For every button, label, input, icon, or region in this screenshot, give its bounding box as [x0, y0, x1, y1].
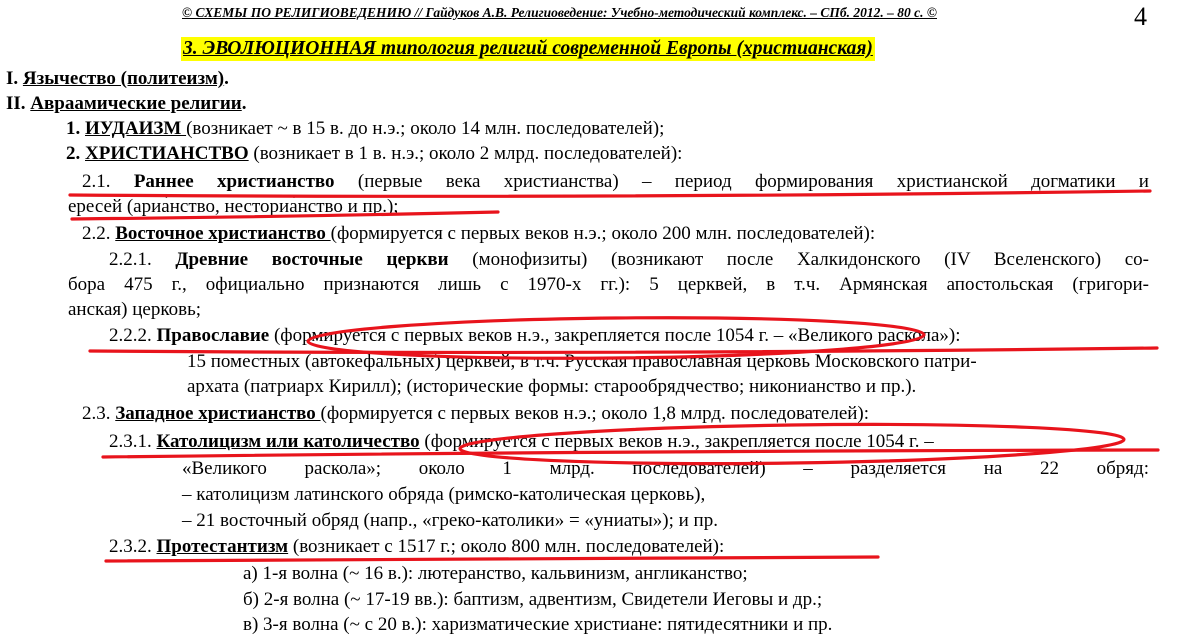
item-protestant-wave-1	[243, 562, 748, 586]
item-christianity	[66, 142, 682, 166]
item-protestant-wave-2	[243, 588, 822, 612]
item-number: 2.2.	[82, 223, 116, 244]
item-text: архата (патриарх Кирилл); (исторические формы: старообрядчество; никонианство и пр.).	[187, 376, 917, 397]
citation-header: © СХЕМЫ ПО РЕЛИГИОВЕДЕНИЮ // Гайдуков А.В. Религиоведение: Учебно-методический комплекс. – СПб. 2012. – 80 с. ©	[182, 5, 937, 20]
item-text: – католицизм латинского обряда (римско-католическая церковь),	[182, 484, 706, 505]
item-oriental-churches-cont2	[68, 298, 201, 322]
item-title: Древние восточные церкви	[175, 249, 449, 270]
item-orthodoxy-cont	[187, 350, 977, 374]
item-catholicism	[109, 430, 934, 454]
item-early-christianity	[82, 170, 1149, 194]
item-title: Авраамические религии	[30, 93, 242, 114]
item-number: II.	[6, 93, 31, 114]
item-eastern-christianity	[82, 222, 875, 246]
item-text: бора 475 г., официально признаются лишь с 1970-х гг.): 5 церквей, в т.ч. Армянская апостольская (григори-	[68, 274, 1149, 295]
item-orthodoxy	[109, 324, 961, 348]
item-number: 2.3.	[82, 403, 116, 424]
item-number: 2.2.2.	[109, 325, 157, 346]
item-number: I.	[6, 68, 23, 89]
item-protestant-wave-3	[243, 613, 832, 637]
section-title: 3. ЭВОЛЮЦИОННАЯ типология религий современной Европы (христианская)	[183, 38, 873, 59]
item-text: (возникает с 1517 г.; около 800 млн. последователей):	[288, 536, 725, 557]
item-title: Язычество (политеизм)	[22, 68, 225, 89]
item-catholicism-latin	[182, 483, 705, 507]
item-title: ХРИСТИАНСТВО	[85, 143, 249, 164]
item-text: ересей (ариа́нство, несториа́нство и пр.);	[68, 196, 399, 217]
item-title: Протестантизм	[156, 536, 289, 557]
item-text: (формируется с первых веков н.э.; около 200 млн. последователей):	[330, 223, 876, 244]
item-title: Католицизм или католичество	[156, 431, 420, 452]
item-number: 2.1.	[82, 171, 134, 192]
item-number: 2.3.1.	[109, 431, 157, 452]
item-text: в) 3-я волна (~ с 20 в.): харизматические христиане: пятидесятники и пр.	[243, 614, 833, 635]
item-title: Восточное христианство	[115, 223, 331, 244]
item-abrahamic	[6, 92, 247, 116]
item-title: Западное христианство	[115, 403, 321, 424]
item-text: анская) церковь;	[68, 299, 202, 320]
item-text: «Великого раскола»; около 1 млрд. последователей) – разделяется на 22 обряд:	[182, 458, 1149, 479]
item-text: (монофизиты) (возникают после Халкидонского (IV Вселенского) со-	[448, 249, 1149, 270]
item-text: 15 поместных (автокефальных) церквей, в т.ч. Русская православная церковь Московского патри-	[187, 351, 977, 372]
item-paganism	[6, 67, 229, 91]
item-title: Православие	[156, 325, 270, 346]
item-number: 1.	[66, 118, 85, 139]
item-oriental-churches	[109, 248, 1149, 272]
item-text: (формируется с первых веков н.э.; около 1,8 млрд. последователей):	[320, 403, 870, 424]
item-oriental-churches-cont	[68, 273, 1149, 297]
item-text: (возникает в 1 в. н.э.; около 2 млрд. последователей):	[248, 143, 683, 164]
item-number: 2.	[66, 143, 85, 164]
item-catholicism-eastern	[182, 509, 718, 533]
item-judaism	[66, 117, 664, 141]
item-early-christianity-cont	[68, 195, 399, 219]
item-punct: .	[241, 93, 247, 114]
item-title: ИУДАИЗМ	[85, 118, 187, 139]
item-text: (формируется с первых веков н.э., закрепляется после 1054 г. – «Великого раскола»):	[269, 325, 961, 346]
item-punct: .	[224, 68, 229, 89]
item-number: 2.3.2.	[109, 536, 157, 557]
item-text: (формируется с первых веков н.э., закрепляется после 1054 г. –	[419, 431, 934, 452]
item-title: Раннее христианство	[133, 171, 335, 192]
item-western-christianity	[82, 402, 869, 426]
item-text: а) 1-я волна (~ 16 в.): лютеранство, кальвинизм, англиканство;	[243, 563, 748, 584]
item-number: 2.2.1.	[109, 249, 176, 270]
item-text: б) 2-я волна (~ 17-19 вв.): баптизм, адвентизм, Свидетели Иеговы и др.;	[243, 589, 823, 610]
item-catholicism-cont	[182, 457, 1149, 481]
item-text: (первые века христианства) – период формирования христианской догматики и	[334, 171, 1149, 192]
page-number: 4	[1134, 2, 1147, 31]
item-text: – 21 восточный обряд (напр., «греко-католики» = «униаты»); и пр.	[182, 510, 718, 531]
item-protestantism	[109, 535, 724, 559]
item-text: (возникает ~ в 15 в. до н.э.; около 14 млн. последователей);	[186, 118, 665, 139]
item-orthodoxy-cont2	[187, 375, 916, 399]
